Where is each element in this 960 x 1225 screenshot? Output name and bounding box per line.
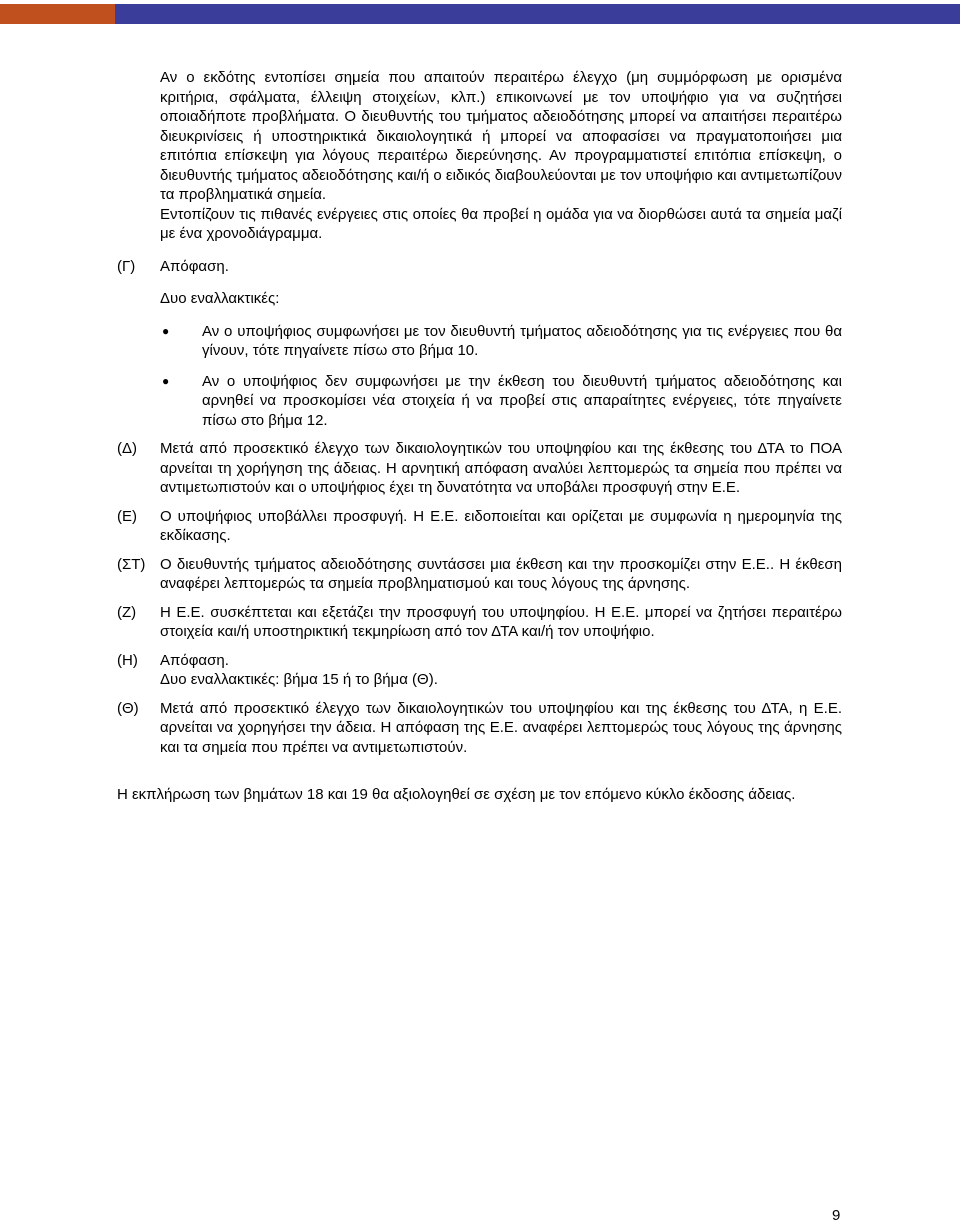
header-bar <box>0 4 960 24</box>
step-label: (Η) <box>117 651 138 669</box>
step-text: Ο διευθυντής τμήματος αδειοδότησης συντάσσει μια έκθεση και την προσκομίζει στην Ε.Ε.. Η έκθεση αναφέρει λεπτομερώς τα σημεία προβληματισμού και τους λόγους της άρνησης. <box>160 555 842 592</box>
bullet-icon: ● <box>162 323 170 338</box>
step-label: (Ζ) <box>117 603 137 621</box>
step-text: Μετά από προσεκτικό έλεγχο των δικαιολογητικών του υποψηφίου και της έκθεσης του ΔΤΑ το ΠΟΑ αρνείται τη χορήγηση της άδειας. Η αρνητική απόφαση αναλύει λεπτομερώς τα σημεία που πρέπει να αντιμετωπιστούν και ο υποψήφιος έχει τη δυνατότητα να υποβάλει προσφυγή στην Ε.Ε. <box>160 440 842 496</box>
step-label: (Ε) <box>117 507 137 525</box>
step-text: Απόφαση. <box>160 257 229 275</box>
step-h <box>117 651 842 690</box>
step-text: Απόφαση. <box>160 651 229 669</box>
step-g <box>117 257 842 277</box>
step-label: (Δ) <box>117 440 138 457</box>
header-bar-orange-segment <box>0 4 115 24</box>
step-label: (Θ) <box>117 699 139 717</box>
step-th <box>117 699 842 758</box>
step-label: (ΣΤ) <box>117 555 146 573</box>
list-item <box>160 322 842 361</box>
step-d <box>117 439 842 498</box>
step-subtext: Δυο εναλλακτικές: βήμα 15 ή το βήμα (Θ). <box>160 671 438 688</box>
step-g-subtext: Δυο εναλλακτικές: <box>160 290 280 307</box>
step-label: (Γ) <box>117 257 136 275</box>
page-number: 9 <box>832 1207 841 1224</box>
step-text: Η Ε.Ε. συσκέπτεται και εξετάζει την προσφυγή του υποψηφίου. Η Ε.Ε. μπορεί να ζητήσει περαιτέρω στοιχεία και/ή υποστηρικτική τεκμηρίωση από τον ΔΤΑ και/ή τον υποψήφιο. <box>160 603 842 640</box>
bullet-text: Αν ο υποψήφιος δεν συμφωνήσει με την έκθεση του διευθυντή τμήματος αδειοδότησης και αρνηθεί να προσκομίσει νέα στοιχεία ή να προβεί στις απαραίτητες ενέργειες, τότε πηγαίνετε πίσω στο βήμα 12. <box>202 372 842 429</box>
closing-paragraph: Η εκπλήρωση των βημάτων 18 και 19 θα αξιολογηθεί σε σχέση με τον επόμενο κύκλο έκδοσης άδειας. <box>117 786 796 803</box>
step-text: Μετά από προσεκτικό έλεγχο των δικαιολογητικών του υποψηφίου και της έκθεσης του ΔΤΑ, η Ε.Ε. αρνείται να χορηγήσει την άδεια. Η απόφαση της Ε.Ε. αναφέρει λεπτομερώς τους λόγους της άρνησης και τα σημεία που πρέπει να αντιμετωπιστούν. <box>160 699 842 756</box>
step-g-bullet-list <box>160 322 842 431</box>
header-bar-blue-segment <box>115 4 960 24</box>
step-text: Ο υποψήφιος υποβάλλει προσφυγή. Η Ε.Ε. ειδοποιείται και ορίζεται με συμφωνία η ημερομηνία της εκδίκασης. <box>160 507 842 544</box>
intro-paragraph-2: Εντοπίζουν τις πιθανές ενέργειες στις οποίες θα προβεί η ομάδα για να διορθώσει αυτά τα σημεία μαζί με ένα χρονοδιάγραμμα. <box>160 205 842 242</box>
step-z <box>117 603 842 642</box>
intro-paragraph: Αν ο εκδότης εντοπίσει σημεία που απαιτούν περαιτέρω έλεγχο (μη συμμόρφωση με ορισμένα κριτήρια, σφάλματα, έλλειψη στοιχείων, κλπ.) επικοινωνεί με τον υποψήφιο για να συζητήσει οποιαδήποτε προβλήματα. Ο διευθυντής του τμήματος αδειοδότησης μπορεί να απαιτήσει περαιτέρω διευκρινίσεις ή υποστηρικτικά δικαιολογητικά ή μπορεί να αποφασίσει να πραγματοποιήσει μια επιτόπια επίσκεψη για λόγους περαιτέρω διερεύνησης. Αν προγραμματιστεί επιτόπια επίσκεψη, ο διευθυντής τμήματος αδειοδότησης και/ή ο ειδικός διαβουλεύονται με τον υποψήφιο και αντιμετωπίζουν τα προβληματικά σημεία. <box>160 69 842 203</box>
list-item <box>160 372 842 431</box>
step-st <box>117 555 842 594</box>
step-e <box>117 507 842 546</box>
bullet-icon: ● <box>162 373 170 388</box>
document-body <box>117 68 842 805</box>
bullet-text: Αν ο υποψήφιος συμφωνήσει με τον διευθυντή τμήματος αδειοδότησης για τις ενέργειες που θα γίνουν, τότε πηγαίνετε πίσω στο βήμα 10. <box>202 322 842 359</box>
